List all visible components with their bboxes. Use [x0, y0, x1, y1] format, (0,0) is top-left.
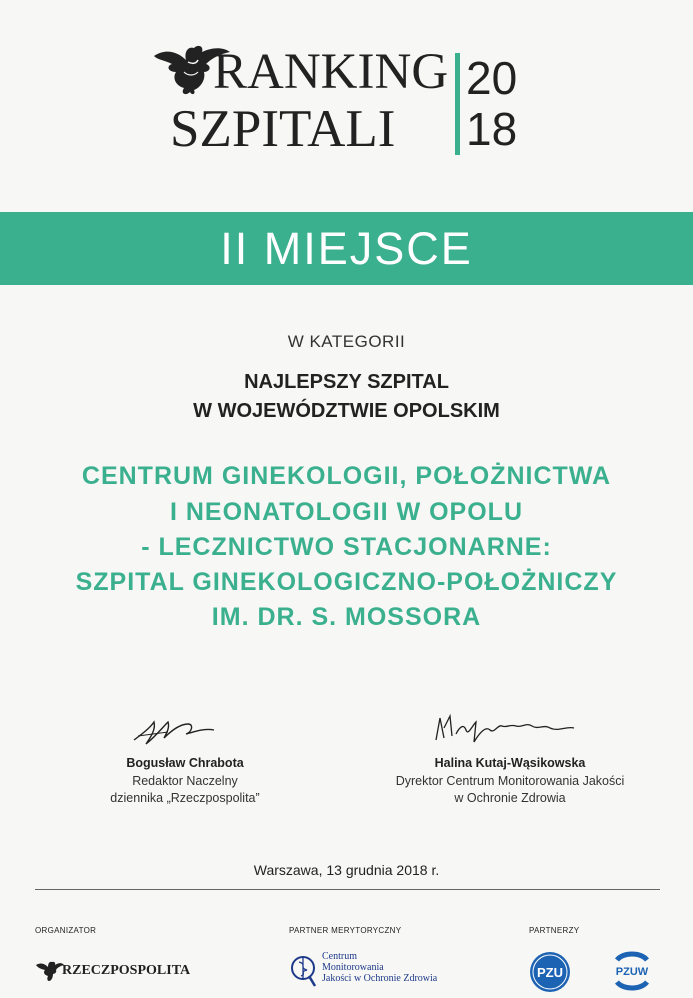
partner-logo-line-2: Monitorowania [322, 962, 384, 973]
category-intro: W KATEGORII [287, 332, 406, 351]
partner-label: PARTNER MERYTORYCZNY [289, 926, 402, 935]
signatory-2-role-1: Dyrektor Centrum Monitorowania Jakości [395, 774, 625, 788]
hospital-line-4: SZPITAL GINEKOLOGICZNO-POŁOŻNICZY [75, 568, 618, 596]
place-title: II MIEJSCE [220, 223, 473, 274]
footer-divider [35, 889, 660, 890]
year-bottom: 18 [466, 103, 518, 155]
szpitali-word: SZPITALI [170, 100, 396, 158]
caduceus-icon [289, 950, 317, 990]
signatory-1-role-1: Redaktor Naczelny [132, 774, 238, 788]
partners-label: PARTNERZY [529, 926, 580, 935]
place-date: Warszawa, 13 grudnia 2018 r. [253, 862, 440, 878]
eagle-icon [35, 959, 65, 983]
signatory-1-name: Bogusław Chrabota [126, 756, 244, 770]
header-divider [455, 53, 460, 155]
signature-kutaj-wasikowska [430, 712, 580, 746]
signatory-2-name: Halina Kutaj-Wąsikowska [434, 756, 586, 770]
ranking-word: RANKING [213, 44, 449, 100]
hospital-line-2: I NEONATOLOGII W OPOLU [169, 498, 524, 526]
signature-chrabota [128, 710, 218, 750]
partner-logo-line-3: Jakości w Ochronie Zdrowia [322, 973, 438, 984]
pzu-logo-icon [528, 950, 572, 994]
category-line-2: W WOJEWÓDZTWIE OPOLSKIM [193, 400, 500, 422]
pzuw-logo-text: PZUW [615, 966, 649, 978]
partner-logo-line-1: Centrum [322, 951, 357, 962]
pzu-logo-text: PZU [537, 965, 563, 980]
hospital-line-1: CENTRUM GINEKOLOGII, POŁOŻNICTWA [81, 462, 612, 490]
signatory-2-role-2: w Ochronie Zdrowia [454, 791, 566, 805]
hospital-line-3: - LECZNICTWO STACJONARNE: [141, 533, 552, 561]
organizer-label: ORGANIZATOR [35, 926, 97, 935]
pzuw-logo-icon [609, 948, 655, 994]
organizer-logo-text: RZECZPOSPOLITA [62, 963, 191, 978]
hospital-line-5: IM. DR. S. MOSSORA [211, 603, 482, 631]
category-line-1: NAJLEPSZY SZPITAL [244, 371, 449, 393]
year-top: 20 [466, 52, 518, 104]
signatory-1-role-2: dziennika „Rzeczpospolita” [110, 791, 260, 805]
